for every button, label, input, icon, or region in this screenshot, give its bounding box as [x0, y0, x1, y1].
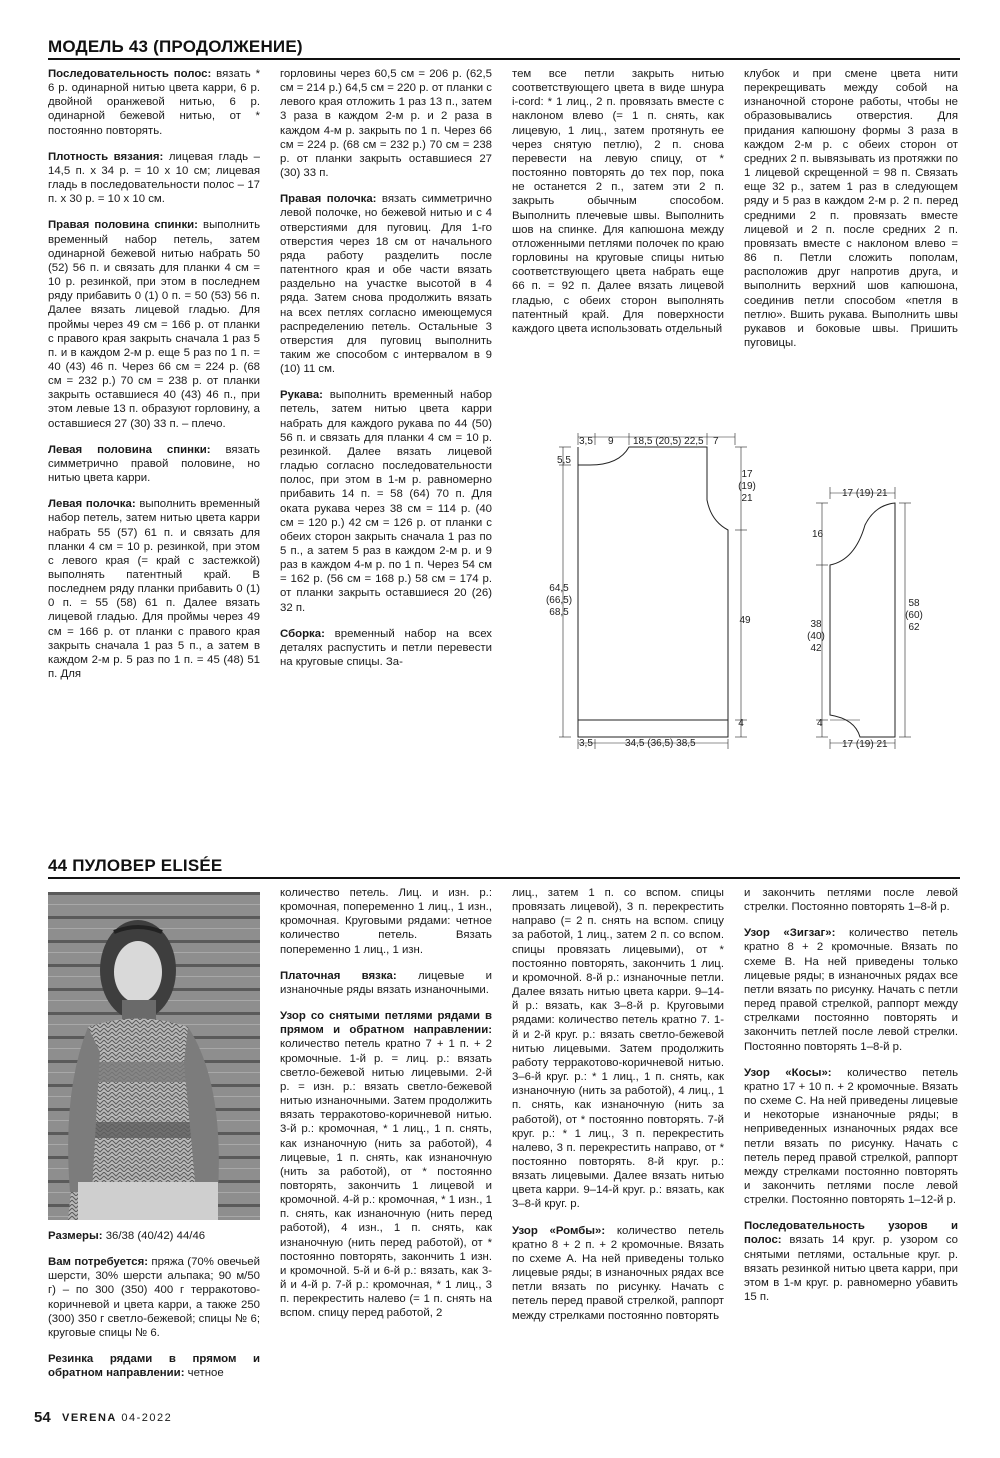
paragraph-heading: Плотность вязания: [48, 150, 164, 163]
paragraph [280, 886, 492, 957]
section-title-model-43: МОДЕЛЬ 43 (ПРОДОЛЖЕНИЕ) [48, 37, 303, 56]
dim-bottom-2: 34,5 (36,5) 38,5 [625, 738, 696, 749]
dim-height-1: 64,5 [549, 583, 569, 594]
paragraph-heading: Правая полочка: [280, 193, 377, 206]
paragraph-text: количество петель кратно 7 + 1 п. + 2 кромочные. 1-й р. = лиц. р.: вязать светло-бежевой нитью лицевыми. 2-й р. = изн. р.: вязать светло-бежевой нитью изнаночными. Затем продолжить вязать терракотово-коричневой нитью. 3-й р.: кромочная, * 1 лиц., 1 п. снять, как изнаночную (нить за работой), 4 лицевые, 1 п. снять, как изнаночную (нить за работой), от * постоянно повторять, закончить 1 лицевой и кромочной. 4-й р.: кромочная, * 1 изн., 1 п. снять, как изнаночную (нить перед работой), 4 изн., 1 п. снять, как изнаночную (нить перед работой), от * постоянно повторять, закончить 1 изн. и кромочной. 5-й и 6-й р.: вязать, как 3-й и 4-й р. 7-й р.: кромочная, * 1 лиц., 3 п. перекрестить налево (= 1 п. снять на вспом. спицу перед работой, 2 [280, 1038, 492, 1320]
sleeve-dim-length-3: 42 [810, 643, 822, 654]
dim-armhole-2: (19) [738, 481, 756, 492]
paragraph-heading: Узор «Зигзаг»: [744, 927, 836, 940]
top-column-4 [744, 67, 958, 362]
paragraph-text: лиц., затем 1 п. со вспом. спицы провязать лицевой), 3 п. перекрестить направо (= 2 п. снять на вспом. спицу за работой, 1 лиц., затем 2 п. со вспом. спицы провязать лицевыми), от * постоянно повторять, закончить 1 лиц. и кромочной. 8-й р.: изнаночные петли. Далее вязать нитью цвета карри. 9–14-й р.: вязать, как 3–8-й р. Круговыми рядами: количество петель кратно 7. 1-й и 2-й круг. р.: вязать светло-бежевой нитью лицевыми. Затем продолжить работу терракотово-коричневой нитью. 3–6-й круг. р.: * 1 лиц., 1 п. снять, как изнаночную (нить за работой), 4 лиц., 1 п. снять, как изнаночную (нить за работой), от * постоянно повторять. 7-й круг. р.: * 1 лиц., 3 п. перекрестить налево, 3 п. перекрестить направо, от * постоянно повторять. 8-й круг. р.: вязать лицевыми. Далее вязать нитью цвета карри. 9–14-й круг. р.: вязать, как 3–8-й круг. р. [512, 887, 724, 1211]
section-title-model-44: 44 ПУЛОВЕР ELISÉE [48, 856, 223, 875]
bottom-column-2 [280, 886, 492, 1333]
bottom-column-1 [48, 1229, 260, 1392]
page-number: 54 [34, 1409, 51, 1426]
paragraph [48, 150, 260, 207]
paragraph-heading: Узор «Косы»: [744, 1066, 832, 1079]
paragraph-text: 36/38 (40/42) 44/46 [102, 1230, 206, 1242]
sleeve-dim-total-1: 58 [908, 598, 920, 609]
sleeve-dim-total-3: 62 [908, 622, 920, 633]
dim-left-neck: 5,5 [557, 455, 571, 466]
paragraph [744, 1219, 958, 1304]
paragraph-text: горловины через 60,5 см = 206 р. (62,5 см = 214 р.) 64,5 см = 220 р. от планки с левого края отложить 1 раз 13 п., затем 3 раза в каждом 2-м р. и 2 раза в каждом 4-м р. закрыть по 1 п. Через 66 см = 224 р. (68 см = 232 р.) 70 см = 238 р. от планки закрыть оставшиеся 27 (30) 33 п. [280, 68, 492, 180]
paragraph-text: пряжа (70% овечьей шерсти, 30% шерсти альпака; 90 м/50 г) – по 300 (350) 400 г терракотово-коричневой и цвета карри, а также 250 (300) 350 г светло-бежевой; спицы № 6; круговые спицы № 6. [48, 1256, 260, 1339]
photo-illustration [48, 892, 260, 1220]
model-photo [48, 892, 260, 1220]
paragraph-text: лицевая гладь – 14,5 п. х 34 р. = 10 х 10 см; лицевая гладь в последовательности полос – 17 п. х 30 р. = 10 х 10 см. [48, 150, 260, 206]
dim-height-3: 68,5 [549, 607, 569, 618]
paragraph-heading: Узор «Ромбы»: [512, 1224, 606, 1237]
paragraph-text: количество петель. Лиц. и изн. р.: кромочная, попеременно 1 лиц., 1 изн., кромочная. Круговыми рядами: четное количество петель. Вязать попеременно 1 лиц., 1 изн. [280, 887, 492, 956]
magazine-footer [62, 1412, 172, 1424]
paragraph [48, 218, 260, 430]
paragraph [48, 497, 260, 681]
section-rule-bottom [48, 877, 960, 879]
paragraph [512, 886, 724, 1212]
paragraph [48, 443, 260, 485]
body-panel-schematic [545, 425, 760, 755]
top-column-3-text: тем все петли закрыть нитью соответствующего цвета в виде шнура i-cord: * 1 лиц., 2 п. провязать вместе с наклоном влево (= 1 п. снять, как лицевую, 1 лиц., затем протянуть ее через снятую петлю), 2 п. снова перевести на левую спицу, от * постоянно повторять до тех пор, пока не останется 2 п., затем эти 2 п. закрыть обычным способом. Выполнить плечевые швы. Выполнить шов на спинке. Для капюшона между отложенными петлями полочек по краю горловины на круговые спицы нитью соответствующего цвета набрать еще 66 п. = 92 п. Далее вязать лицевой гладью, с обеих сторон выполнять патентный край. Для поверхности каждого цвета использовать отдельный [512, 68, 724, 335]
paragraph-text: количество петель кратно 8 + 2 кромочные. Вязать по схеме В. На ней приведены только лицевые ряды; в изнаночных рядах все петли вязать по рисунку. Начать с петли перед правой стрелкой, раппорт между стрелками постоянно повторять и закончить петлей после левой стрелки. Постоянно повторять 1–8-й р. [744, 927, 958, 1053]
paragraph-text: выполнить временный набор петель, затем нитью цвета карри набрать для каждого рукава по 44 (50) 56 п. и связать для планки 4 см = 10 р. резинкой. Далее вязать лицевой гладью согласно последовательности полос, при этом в 1-м р. равномерно прибавить 14 п. = 58 (64) 70 п. Для оката рукава через 38 см = 114 р. (40 см = 120 р.) 42 см = 126 р. от планки с обеих сторон закрыть сначала 1 раз по 5 п., а затем 5 раз в каждом 2-м р. и 9 раз в каждом 4-м р. по 1 п. Через 54 см = 162 р. (56 см = 168 р.) 58 см = 174 р. от планки закрыть оставшиеся 20 (26) 32 п. [280, 389, 492, 614]
paragraph-heading: Узор со снятыми петлями рядами в прямом и обратном направлении: [280, 1010, 492, 1037]
paragraph-text: количество петель кратно 8 + 2 п. + 2 кромочные. Вязать по схеме А. На ней приведены только лицевые ряды; в изнаночных рядах все петли вязать по рисунку. Начать с петель перед правой стрелкой, раппорт между стрелками постоянно повторять [512, 1224, 724, 1322]
paragraph-heading: Правая половина спинки: [48, 219, 198, 232]
bottom-column-3 [512, 886, 724, 1335]
dim-top-4: 7 [713, 436, 719, 447]
paragraph-text: и закончить петлями после левой стрелки. Постоянно повторять 1–8-й р. [744, 887, 958, 914]
paragraph [280, 388, 492, 615]
paragraph-text: вязать симметрично правой половине, но нитью цвета карри. [48, 443, 260, 485]
paragraph [280, 627, 492, 669]
paragraph [280, 969, 492, 997]
dim-height-2: (66,5) [545, 595, 573, 606]
dim-top-1: 3,5 [579, 436, 593, 447]
paragraph [744, 1066, 958, 1208]
dim-bottom-1: 3,5 [579, 738, 593, 749]
dim-side: 49 [739, 615, 751, 626]
paragraph-heading: Размеры: [48, 1230, 103, 1242]
bottom-column-4 [744, 886, 958, 1316]
paragraph-text: временный набор на всех деталях распустить и петли перевести на круговые спицы. За- [280, 627, 492, 669]
paragraph [280, 192, 492, 376]
section-rule-top [48, 58, 960, 60]
paragraph [280, 1009, 492, 1320]
paragraph [744, 926, 958, 1053]
magazine-name: VERENA [62, 1412, 117, 1424]
paragraph-text: лицевые и изнаночные ряды вязать изнаночными. [280, 969, 492, 996]
sleeve-dim-length-1: 38 [810, 619, 822, 630]
paragraph-text: вязать симметрично левой полочке, но бежевой нитью и с 4 отверстиями для пуговиц. Для 1-го отверстия через 18 см от начального ряда работу разделить после патентного края и обе части вязать раздельно на участке высотой в 4 ряда. Затем снова продолжить вязать на всех петлях согласно имеющемуся распределению петель. Остальные 3 отверстия для пуговиц выполнить таким же способом с интервалом в 9 (10) 11 см. [280, 193, 493, 376]
paragraph-text: вязать 14 круг. р. узором со снятыми петлями, остальные круг. р. вязать резинкой нитью цвета карри, при этом в 1-м круг. р. равномерно убавить 15 п. [744, 1234, 958, 1304]
dim-top-3: 18,5 (20,5) 22,5 [633, 436, 704, 447]
sleeve-dim-band: 4 [817, 718, 823, 729]
paragraph [48, 1352, 260, 1380]
top-column-4-text: клубок и при смене цвета нити перекрещивать между собой на изнаночной стороне работы, чтобы не образовывались отверстия. Для придания капюшону формы 3 раза в каждом 2-м р. с обеих сторон от средних 2 п. вывязывать из протяжки по 1 лицевой скрещенной = 98 п. Связать еще 32 р., затем 1 раз в следующем ряду и 5 раз в каждом 2-м р. 2 п. перед средними 2 п. провязать вместе лицевой и 2 п. после средних 2 п. провязать вместе с наклоном влево = 86 п. Петли сложить пополам, расположив друг напротив друга, и выполнить верхний шов капюшона, соединив петли способом «петля в петлю». Вшить рукава. Выполнить швы рукавов и боковые швы. Пришить пуговицы. [744, 68, 958, 349]
paragraph [48, 1255, 260, 1340]
paragraph-heading: Вам потребуется: [48, 1256, 149, 1269]
dim-armhole-1: 17 [741, 469, 753, 480]
paragraph-heading: Последовательность полос: [48, 68, 212, 80]
paragraph-heading: Платочная вязка: [280, 969, 397, 982]
paragraph-text: выполнить временный набор петель, затем одинарной бежевой нитью набрать 50 (52) 56 п. и связать для планки 4 см = 10 р. резинкой, при этом в последнем ряду прибавить 0 (1) 0 п. = 50 (53) 56 п. Далее вязать лицевой гладью. Для проймы через 49 см = 166 р. от планки с правого края закрыть сначала 1 раз 5 п. и в каждом 2-м р. еще 5 раз по 1 п. = 40 (43) 46 п. Через 66 см = 224 р. (68 см = 232 р.) 70 см = 238 р. от планки закрыть оставшиеся 40 (43) 46 п., при этом левые 13 п. образуют горловину, а оставшиеся 27 (30) 33 п. – плечо. [48, 219, 261, 430]
paragraph [48, 67, 260, 138]
dim-top-2: 9 [608, 436, 614, 447]
sleeve-schematic [800, 475, 945, 755]
paragraph-heading: Сборка: [280, 627, 325, 640]
sleeve-dim-bottom: 17 (19) 21 [842, 739, 888, 750]
paragraph-heading: Левая половина спинки: [48, 443, 211, 456]
paragraph-heading: Последовательность узоров и полос: [744, 1220, 958, 1247]
paragraph [512, 1224, 724, 1323]
top-column-2 [280, 67, 492, 681]
paragraph [48, 1229, 260, 1243]
top-column-3 [512, 67, 724, 348]
sleeve-dim-cap: 16 [812, 529, 824, 540]
paragraph-heading: Левая полочка: [48, 498, 136, 511]
top-column-1 [48, 67, 260, 693]
sleeve-dim-length-2: (40) [807, 631, 825, 642]
paragraph-text: количество петель кратно 17 + 10 п. + 2 кромочные. Вязать по схеме С. На ней приведены лицевые и некоторые изнаночные ряды; в неприведенных изнаночных рядах все петли вязать по рисунку. Начать с петель перед правой стрелкой, раппорт между стрелками постоянно повторять и закончить петлями после левой стрелки. Постоянно повторять 1–12-й р. [744, 1066, 959, 1207]
paragraph [280, 67, 492, 180]
paragraph-text: четное [184, 1367, 224, 1380]
paragraph [744, 886, 958, 914]
dim-armhole-3: 21 [741, 493, 753, 504]
sleeve-dim-top: 17 (19) 21 [842, 488, 888, 499]
magazine-issue: 04-2022 [121, 1412, 173, 1424]
paragraph-heading: Резинка рядами в прямом и обратном направлении: [48, 1353, 260, 1380]
paragraph-heading: Рукава: [280, 389, 323, 402]
paragraph-text: вязать * 6 р. одинарной нитью цвета карри, 6 р. двойной оранжевой нитью, 6 р. одинарной бежевой нитью, от * постоянно повторять. [48, 68, 260, 137]
sleeve-dim-total-2: (60) [905, 610, 923, 621]
dim-band: 4 [738, 718, 744, 729]
paragraph-text: выполнить временный набор петель, затем нитью цвета карри набрать 55 (57) 61 п. и связать для планки 4 см = 10 р. резинкой, при этом с левого края (= край с застежкой) выполнять патентный край. В последнем ряду планки прибавить 0 (1) 0 п. = 55 (58) 61 п. Далее вязать лицевой гладью. Для проймы через 49 см = 166 р. от планки с правого края закрыть сначала 1 раз 5 п., а затем в каждом 2-м р. 5 раз по 1 п. = 45 (48) 51 п. Для [48, 498, 260, 681]
